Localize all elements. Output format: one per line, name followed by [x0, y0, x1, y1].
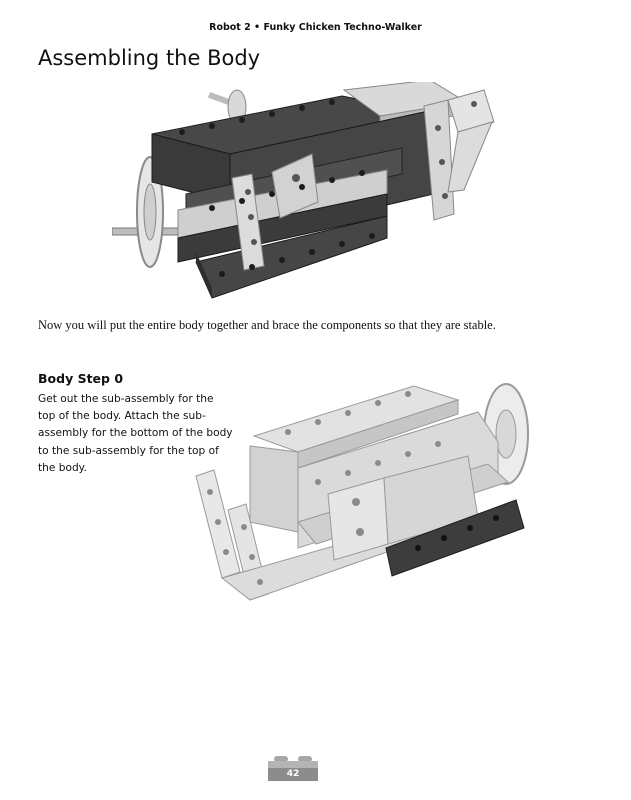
- page-number-tab: [268, 752, 318, 782]
- page-title: Assembling the Body: [38, 46, 261, 70]
- page-number: 42: [286, 769, 300, 779]
- step-line: the body.: [38, 461, 87, 474]
- step-line: top of the body. Attach the sub-: [38, 410, 206, 423]
- intro-paragraph: Now you will put the entire body together and brace the components so that they are stable.: [38, 318, 496, 332]
- step-line: to the sub-assembly for the top of: [38, 444, 219, 457]
- step-line: assembly for the bottom of the body: [38, 427, 233, 440]
- step-heading: Body Step 0: [38, 371, 124, 386]
- step-line: Get out the sub-assembly for the: [38, 393, 214, 405]
- running-header: Robot 2 • Funky Chicken Techno-Walker: [209, 22, 422, 33]
- body-step-0-illustration: [188, 372, 550, 602]
- assembled-body-illustration: [112, 82, 497, 304]
